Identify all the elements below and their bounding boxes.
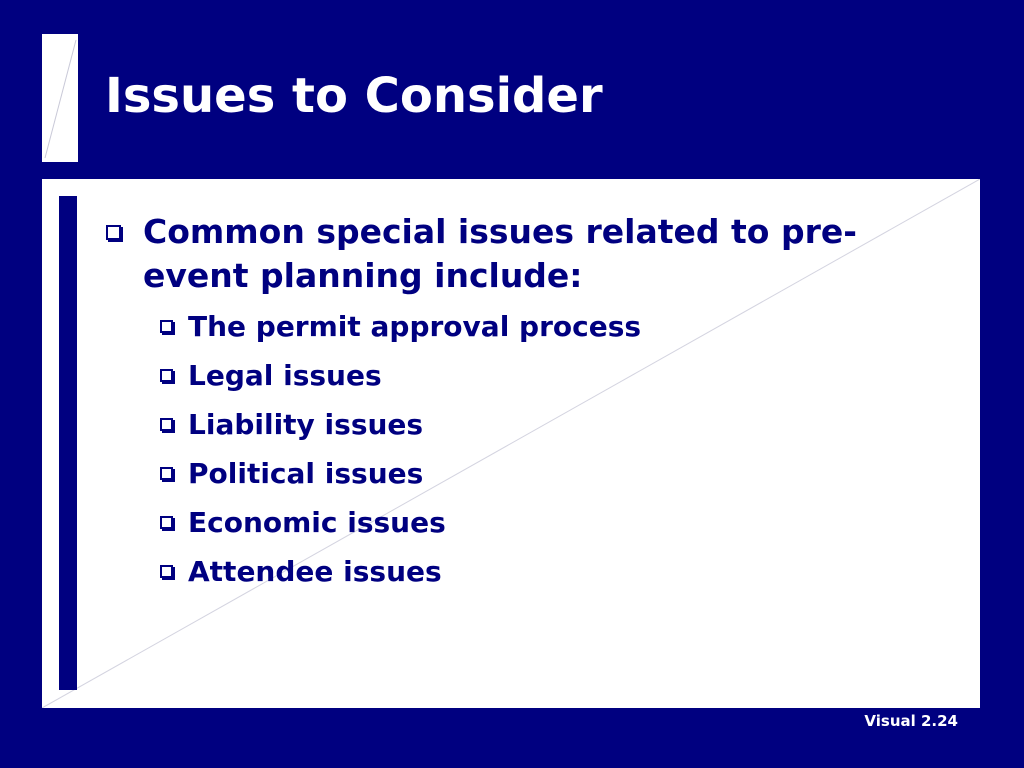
sub-bullet-text: Liability issues (188, 408, 424, 441)
sub-bullet-liability (160, 404, 641, 453)
main-bullet-text: Common special issues related to pre-event planning include: (143, 212, 857, 295)
sub-bullet-attendee (160, 551, 641, 600)
checkbox-icon (160, 565, 173, 578)
sub-bullet-text: Economic issues (188, 506, 446, 539)
checkbox-icon (160, 320, 173, 333)
sub-bullet-economic (160, 502, 641, 551)
sub-bullet-list (160, 306, 641, 600)
checkbox-icon (160, 369, 173, 382)
checkbox-icon (160, 516, 173, 529)
content-panel (42, 179, 980, 708)
main-bullet (104, 210, 924, 298)
content-accent-bar (59, 196, 77, 690)
sub-bullet-text: The permit approval process (188, 310, 642, 343)
checkbox-icon (160, 467, 173, 480)
sub-bullet-text: Attendee issues (188, 555, 442, 588)
sub-bullet-political (160, 453, 641, 502)
slide-number-label: Visual 2.24 (864, 712, 958, 730)
sub-bullet-permit (160, 306, 641, 355)
title-accent-bar (42, 34, 78, 162)
sub-bullet-legal (160, 355, 641, 404)
sub-bullet-text: Legal issues (188, 359, 382, 392)
sub-bullet-text: Political issues (188, 457, 424, 490)
checkbox-icon (160, 418, 173, 431)
slide-title: Issues to Consider (105, 68, 603, 124)
title-accent-diagonal (42, 34, 78, 162)
checkbox-icon (106, 225, 121, 240)
